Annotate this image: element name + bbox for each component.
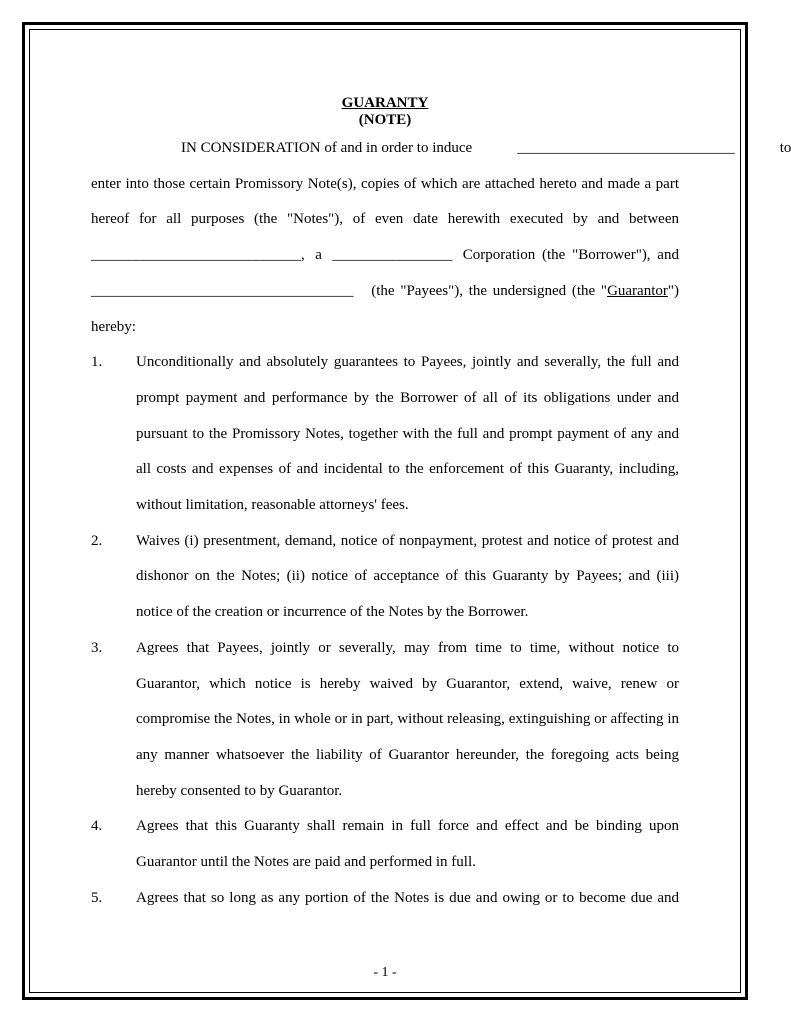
item-text: Agrees that this Guaranty shall remain in full force and effect and be binding upon Guarantor until the Notes are paid and performed in full. (136, 818, 679, 871)
intro-text: enter into those certain Promissory Note(s), copies of which are attached hereto and made a part (91, 175, 679, 192)
list-item (91, 345, 679, 524)
list-item (91, 631, 679, 810)
guarantor-term: Guarantor (607, 282, 668, 299)
item-number: 1. (91, 354, 103, 371)
document-body (91, 95, 791, 916)
intro-paragraph (91, 131, 791, 345)
intro-line-6 (91, 310, 679, 346)
item-text: Waives (i) presentment, demand, notice of nonpayment, protest and notice of protest and dishonor on the Notes; (ii) notice of acceptance of this Guaranty by Payees; and (iii) notice of the creation or incurrence of the Notes by the Borrower. (136, 532, 679, 621)
intro-line-2 (91, 167, 679, 203)
blank-field: ___________________________________ (91, 282, 354, 299)
document-subtitle: (NOTE) (358, 112, 412, 128)
page-number: - 1 - (373, 965, 397, 980)
list-item (91, 524, 679, 631)
list-item (91, 809, 679, 880)
blank-field: ________________ (332, 247, 453, 264)
numbered-list (91, 345, 679, 916)
intro-text: IN CONSIDERATION of and in order to induce (181, 140, 473, 156)
blank-field: ____________________________, (91, 247, 305, 264)
intro-text: ") (667, 282, 679, 299)
item-number: 5. (91, 889, 103, 906)
document-title: GUARANTY (341, 95, 429, 111)
intro-text: to (779, 140, 791, 156)
intro-line-1 (91, 131, 791, 167)
intro-line-3 (91, 202, 679, 238)
blank-field: _____________________________ (517, 140, 735, 156)
item-number: 3. (91, 639, 103, 656)
item-text: Unconditionally and absolutely guarantees to Payees, jointly and severally, the full and prompt payment and performance by the Borrower of all of its obligations under and pursuant to the Promissory Notes, together with the full and prompt payment of any and all costs and expenses of and incidental to the enforcement of this Guaranty, including, without limitation, reasonable attorneys' fees. (136, 354, 679, 514)
item-text: Agrees that Payees, jointly or severally, may from time to time, without notice to Guarantor, which notice is hereby waived by Guarantor, extend, waive, renew or compromise the Notes, in whole or in part, without releasing, extinguishing or affecting in any manner whatsoever the liability of Guarantor hereunder, the foregoing acts being hereby consented to by Guarantor. (136, 639, 679, 799)
document-title-block (91, 95, 679, 129)
item-number: 4. (91, 818, 103, 835)
intro-text: a (315, 247, 322, 264)
intro-text: hereby: (91, 318, 136, 335)
item-text: Agrees that so long as any portion of the Notes is due and owing or to become due and (136, 889, 679, 906)
intro-text: (the "Payees"), the undersigned (the " (371, 282, 608, 299)
intro-line-5 (91, 274, 679, 310)
intro-text: Corporation (the "Borrower"), and (462, 247, 679, 264)
list-item (91, 881, 679, 917)
item-number: 2. (91, 532, 103, 549)
guarantor-definition (371, 274, 679, 310)
intro-text: hereof for all purposes (the "Notes"), of even date herewith executed by and between (91, 211, 679, 228)
intro-line-4 (91, 238, 679, 274)
